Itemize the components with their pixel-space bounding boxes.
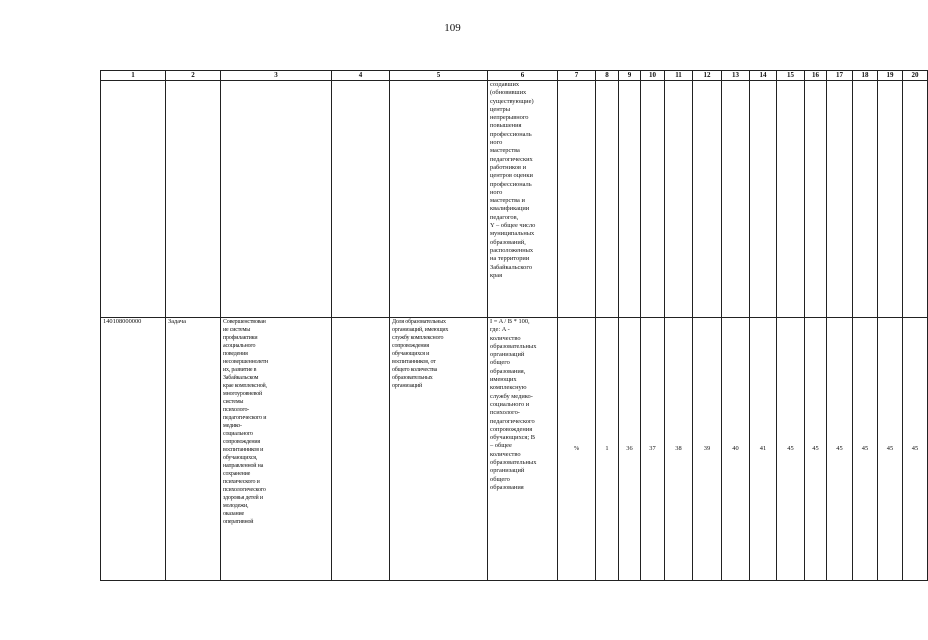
value-cell [693,318,722,581]
col-header-13: 13 [722,71,750,81]
table-cell [641,81,665,318]
value-text: 45 [787,444,794,452]
col-header-4: 4 [332,71,390,81]
col-header-5: 5 [390,71,488,81]
table-cell [332,81,390,318]
table-cell [221,81,332,318]
col-header-16: 16 [805,71,827,81]
value-text: 38 [675,444,682,452]
value-cell [619,318,641,581]
table-cell [166,81,221,318]
value-text: 36 [626,444,633,452]
col-header-20: 20 [903,71,928,81]
value-cell [722,318,750,581]
value-text: 40 [732,444,739,452]
col-header-2: 2 [166,71,221,81]
formula-cell [488,318,558,581]
value-text: 45 [886,444,894,452]
value-text: 45 [861,444,869,452]
table-cell [878,81,903,318]
task-description-cell [221,318,332,581]
table-cell [619,81,641,318]
table-cell [390,81,488,318]
unit-cell [558,318,596,581]
table-row [101,81,928,318]
col-header-15: 15 [777,71,805,81]
value-text: 37 [649,444,656,452]
col-header-9: 9 [619,71,641,81]
table-cell [101,81,166,318]
indicator-table [100,70,928,581]
value-cell [777,318,805,581]
value-text: 45 [911,444,919,452]
value-cell [853,318,878,581]
value-cell [596,318,619,581]
value-text: 41 [759,444,767,452]
table-cell [853,81,878,318]
value-text: 45 [836,444,843,452]
col-header-17: 17 [827,71,853,81]
col-header-1: 1 [101,71,166,81]
value-cell [665,318,693,581]
value-cell [750,318,777,581]
table-cell [750,81,777,318]
value-cell [805,318,827,581]
col-header-7: 7 [558,71,596,81]
value-cell [827,318,853,581]
code-text: 140108000000 [103,318,142,325]
value-cell [641,318,665,581]
empty-cell [332,318,390,581]
table-cell [722,81,750,318]
unit-text: % [573,444,580,452]
table-row [101,318,928,581]
value-text: 45 [812,444,819,452]
formula-text: I = A / B * 100, где: A - количество образовательных организаций общего образования, имеющих комплексную службу медико- социального и психолого- педагогического сопровождения обучающихся; B – общее количество образовательных организаций общего образования [490,318,537,491]
table-cell [827,81,853,318]
page-number: 109 [444,22,461,34]
table-cell [558,81,596,318]
col-header-6: 6 [488,71,558,81]
col-header-12: 12 [693,71,722,81]
value-cell [903,318,928,581]
value-cell [878,318,903,581]
task-description-text: Совершенствован ие системы профилактики асоциального поведения несовершеннолетн их, развитие в Забайкальском крае комплексной, многоуровневой системы психолого- педагогического и медико- социального сопровождения воспитанников и обучающихся, направленной на сохранение психического и психологического здоровья детей и молодежи, оказание оперативной [223,319,269,525]
col-header-10: 10 [641,71,665,81]
value-text: 1 [605,444,609,452]
formula-continuation-cell [488,81,558,318]
formula-continuation-text: создавших (обновивших существующие) центры непрерывного повышения профессиональ ного мастерства педагогических работников и центров оценки профессиональ ного мастерства и квалификации педагогов, Y – общее число муниципальных образований, расположенных на территории Забайкальского края [490,81,536,279]
col-header-18: 18 [853,71,878,81]
col-header-8: 8 [596,71,619,81]
col-header-3: 3 [221,71,332,81]
col-header-11: 11 [665,71,693,81]
value-text: 39 [703,444,711,452]
col-header-14: 14 [750,71,777,81]
table-cell [903,81,928,318]
table-cell [693,81,722,318]
table-cell [665,81,693,318]
table-cell [805,81,827,318]
table-cell [777,81,805,318]
header-row [101,71,928,81]
code-cell [101,318,166,581]
indicator-name-cell [390,318,488,581]
type-cell [166,318,221,581]
type-text: Задача [168,318,186,325]
col-header-19: 19 [878,71,903,81]
indicator-name-text: Доля образовательных организаций, имеющих службу комплексного сопровождения обучающихся и воспитанников, от общего количества образовательных организаций [392,319,449,389]
table-cell [596,81,619,318]
